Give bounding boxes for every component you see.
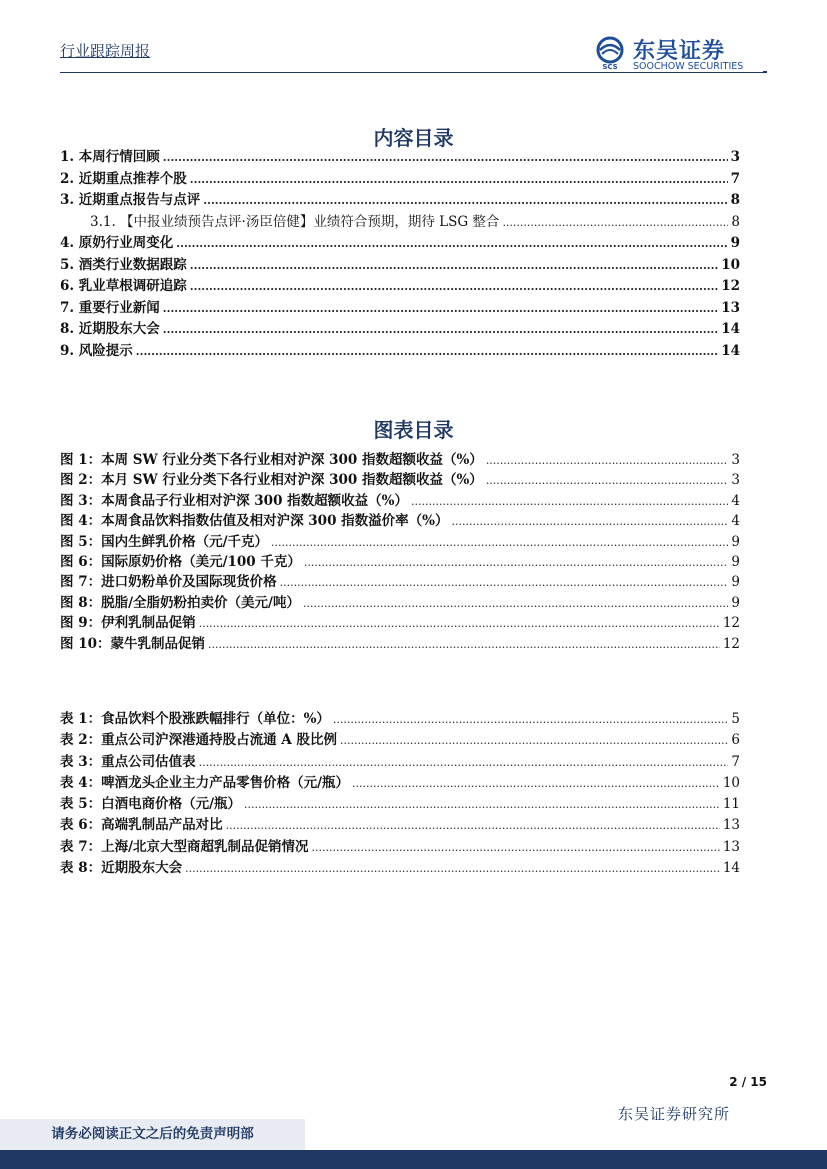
toc-entry-label: 1. 本周行情回顾 [60, 149, 160, 165]
toc-entry[interactable] [60, 233, 740, 255]
toc-entry-page: 14 [721, 321, 740, 337]
figure-entry-text: 本周食品饮料指数估值及相对沪深 300 指数溢价率（%） [101, 513, 449, 530]
leader-dots [190, 276, 718, 298]
toc-entry[interactable] [60, 255, 740, 277]
leader-dots [452, 512, 729, 532]
table-entry-page: 14 [722, 860, 740, 877]
leader-dots [163, 298, 718, 320]
leader-dots [304, 553, 729, 573]
figure-entry-text: 伊利乳制品促销 [101, 615, 196, 632]
table-entry-page: 7 [731, 753, 740, 770]
figure-entry[interactable] [60, 450, 740, 470]
figure-entry-text: 本月 SW 行业分类下各行业相对沪深 300 指数超额收益（%） [101, 472, 483, 489]
figure-entry-page: 9 [731, 574, 740, 591]
toc-entry[interactable] [60, 212, 740, 234]
table-entry-prefix: 表 8： [60, 860, 102, 877]
table-entry-label [60, 752, 196, 773]
leader-dots [280, 573, 729, 593]
figure-entry-label [60, 470, 483, 490]
figure-entry[interactable] [60, 532, 740, 552]
figure-entry-label [60, 572, 277, 592]
leader-dots [185, 858, 720, 879]
leader-dots [163, 319, 718, 341]
header-mark [763, 71, 767, 73]
toc-entry-label: 3.1. 【中报业绩预告点评·汤臣倍健】业绩符合预期，期待 LSG 整合 [90, 213, 500, 230]
leader-dots [163, 147, 728, 169]
table-entry-page: 13 [722, 817, 740, 834]
header-divider [60, 72, 767, 73]
report-type-label: 行业跟踪周报 [60, 42, 151, 60]
figure-entry-text: 本周 SW 行业分类下各行业相对沪深 300 指数超额收益（%） [101, 452, 483, 468]
figure-entry-page: 3 [731, 452, 740, 468]
figure-entry-label [60, 634, 205, 654]
table-entry-prefix: 表 6： [60, 817, 102, 834]
leader-dots [190, 255, 718, 277]
table-entry-label [60, 773, 349, 794]
figure-entry-label [60, 491, 408, 511]
figure-entry-prefix: 图 4： [60, 513, 102, 530]
table-entry-text: 重点公司沪深港通持股占流通 A 股比例 [101, 732, 337, 749]
table-entry-prefix: 表 7： [60, 838, 102, 855]
figure-entry-label [60, 450, 483, 470]
table-entry-page: 13 [722, 838, 740, 855]
figure-entry[interactable] [60, 634, 740, 654]
leader-dots [502, 212, 728, 234]
toc-entry[interactable] [60, 190, 740, 212]
table-entry-label [60, 815, 223, 836]
figure-entry-prefix: 图 8： [60, 594, 102, 611]
figure-entry-text: 蒙牛乳制品促销 [110, 635, 205, 652]
figure-entry[interactable] [60, 572, 740, 592]
page-number: 2 / 15 [729, 1075, 767, 1089]
figure-entry[interactable] [60, 491, 740, 511]
figure-entry-text: 脱脂/全脂奶粉拍卖价（美元/吨） [101, 594, 300, 611]
figure-entry[interactable] [60, 511, 740, 531]
table-entry-text: 啤酒龙头企业主力产品零售价格（元/瓶） [101, 774, 350, 791]
tables-list [60, 709, 740, 879]
figure-entry-page: 12 [722, 615, 740, 632]
figures-list [60, 450, 740, 654]
table-entry-prefix: 表 3： [60, 753, 102, 770]
figure-entry-prefix: 图 3： [60, 492, 102, 509]
leader-dots [303, 594, 728, 614]
logo-chinese-name: 东吴证券 [633, 39, 726, 64]
toc-entry-page: 7 [730, 170, 740, 187]
figure-entry-page: 4 [731, 513, 740, 530]
leader-dots [333, 709, 728, 730]
scs-logo-icon [593, 36, 627, 70]
figure-entry-page: 4 [731, 492, 740, 509]
toc-entry-page: 12 [721, 278, 740, 294]
figure-entry-label [60, 613, 196, 633]
toc-entry[interactable] [60, 276, 740, 298]
footer-bar [0, 1150, 827, 1169]
toc-entry-page: 8 [730, 192, 740, 208]
table-entry[interactable] [60, 752, 740, 773]
table-entry-prefix: 表 2： [60, 732, 102, 749]
figure-entry-text: 国际原奶价格（美元/100 千克） [101, 553, 301, 570]
table-entry[interactable] [60, 730, 740, 751]
table-entry-text: 重点公司估值表 [101, 753, 196, 770]
leader-dots [271, 533, 728, 553]
leader-dots [176, 233, 727, 255]
figure-entry-label [60, 552, 301, 572]
table-entry-text: 上海/北京大型商超乳制品促销情况 [101, 838, 309, 855]
table-entry-label [60, 709, 330, 730]
table-entry-label [60, 730, 337, 751]
figure-entry-prefix: 图 9： [60, 615, 102, 632]
company-logo [593, 36, 768, 74]
leader-dots [199, 752, 729, 773]
table-entry-text: 白酒电商价格（元/瓶） [101, 796, 242, 813]
leader-dots [244, 794, 720, 815]
table-entry[interactable] [60, 858, 740, 879]
figure-entry-text: 进口奶粉单价及国际现货价格 [101, 574, 277, 591]
table-entry[interactable] [60, 773, 740, 794]
figures-title: 图表目录 [373, 418, 454, 442]
contents-list [60, 147, 740, 362]
table-entry-text: 近期股东大会 [101, 860, 183, 877]
table-entry-page: 6 [731, 732, 740, 749]
leader-dots [199, 614, 720, 634]
logo-mark-text: SCS [602, 63, 618, 70]
figure-entry[interactable] [60, 593, 740, 613]
leader-dots [352, 773, 720, 794]
figure-entry-page: 12 [722, 635, 740, 652]
toc-entry-label: 4. 原奶行业周变化 [60, 235, 174, 251]
disclaimer-banner: 请务必阅读正文之后的免责声明部 [0, 1119, 305, 1150]
figure-entry-text: 国内生鲜乳价格（元/千克） [101, 533, 269, 550]
leader-dots [190, 169, 728, 191]
figure-entry-prefix: 图 10： [60, 635, 111, 652]
table-entry-label [60, 858, 182, 879]
table-entry-prefix: 表 5： [60, 796, 102, 813]
figure-entry-page: 3 [731, 472, 740, 489]
leader-dots [411, 492, 728, 512]
leader-dots [486, 471, 729, 491]
table-entry-label [60, 837, 309, 858]
figure-entry-page: 9 [731, 594, 740, 611]
table-entry-page: 11 [722, 796, 740, 813]
figure-entry-prefix: 图 7： [60, 574, 102, 591]
figure-entry-page: 9 [731, 533, 740, 550]
toc-entry-label: 3. 近期重点报告与点评 [60, 192, 201, 208]
toc-entry[interactable] [60, 319, 740, 341]
toc-entry-page: 14 [721, 342, 740, 359]
figure-entry-prefix: 图 5： [60, 533, 102, 550]
toc-entry-page: 9 [730, 235, 740, 251]
toc-entry-label: 7. 重要行业新闻 [60, 299, 160, 316]
toc-entry[interactable] [60, 169, 740, 191]
table-entry-page: 5 [731, 711, 740, 727]
leader-dots [136, 341, 718, 363]
figure-entry-label [60, 511, 449, 531]
leader-dots [226, 815, 720, 836]
toc-entry[interactable] [60, 341, 740, 363]
leader-dots [340, 730, 728, 751]
toc-entry-label: 2. 近期重点推荐个股 [60, 170, 187, 187]
leader-dots [312, 837, 720, 858]
figure-entry-prefix: 图 6： [60, 553, 102, 570]
table-entry[interactable] [60, 837, 740, 858]
figure-entry-page: 9 [731, 553, 740, 570]
contents-title: 内容目录 [373, 126, 454, 150]
toc-entry-label: 5. 酒类行业数据跟踪 [60, 256, 187, 273]
figure-entry-label [60, 593, 300, 613]
leader-dots [208, 635, 720, 655]
figure-entry-text: 本周食品子行业相对沪深 300 指数超额收益（%） [101, 492, 409, 509]
table-entry-page: 10 [722, 774, 740, 791]
toc-entry-page: 3 [730, 149, 740, 165]
figure-entry-prefix: 图 2： [60, 472, 102, 489]
institute-name: 东吴证券研究所 [617, 1105, 730, 1123]
figure-entry-label [60, 532, 268, 552]
toc-entry[interactable] [60, 147, 740, 169]
leader-dots [486, 451, 729, 471]
logo-english-name: SOOCHOW SECURITIES [633, 61, 744, 72]
table-entry-prefix: 表 4： [60, 774, 102, 791]
toc-entry-page: 8 [731, 213, 740, 230]
toc-entry-page: 13 [721, 299, 740, 316]
toc-entry[interactable] [60, 298, 740, 320]
toc-entry-label: 6. 乳业草根调研追踪 [60, 278, 187, 294]
figure-entry[interactable] [60, 613, 740, 633]
toc-entry-label: 8. 近期股东大会 [60, 321, 160, 337]
figure-entry-prefix: 图 1： [60, 452, 102, 468]
table-entry[interactable] [60, 709, 740, 730]
toc-entry-page: 10 [721, 256, 740, 273]
toc-entry-label: 9. 风险提示 [60, 342, 133, 359]
table-entry[interactable] [60, 815, 740, 836]
figure-entry[interactable] [60, 552, 740, 572]
table-entry[interactable] [60, 794, 740, 815]
table-entry-label [60, 794, 241, 815]
leader-dots [203, 190, 727, 212]
table-entry-text: 高端乳制品产品对比 [101, 817, 223, 834]
table-entry-prefix: 表 1： [60, 711, 102, 727]
figure-entry[interactable] [60, 470, 740, 490]
table-entry-text: 食品饮料个股涨跌幅排行（单位：%） [101, 711, 330, 727]
